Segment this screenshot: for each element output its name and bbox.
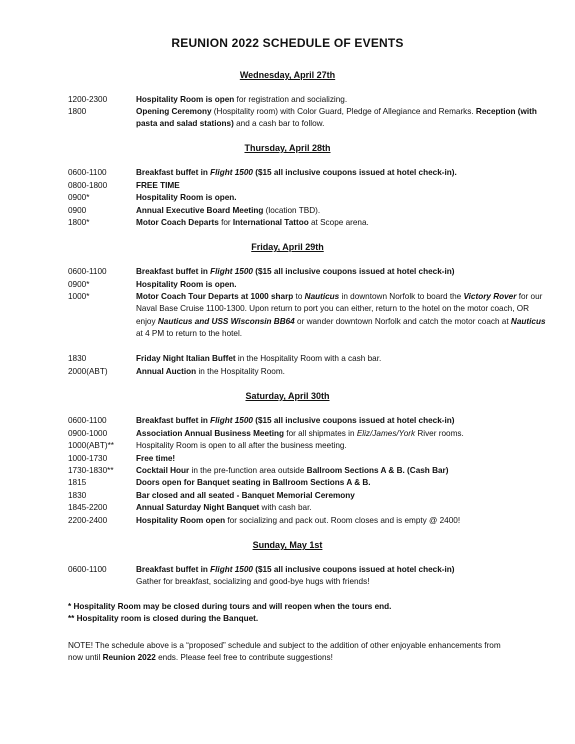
event-text-segment: Flight 1500 [210,565,253,574]
event-text-segment: or wander downtown Norfolk and catch the motor coach at [294,316,511,326]
event-text-segment: Breakfast buffet in [136,267,211,276]
event-text-segment: FREE TIME [136,181,180,190]
event-text-segment: ($15 all inclusive coupons issued at hotel check-in) [252,565,455,574]
event-description [136,415,548,427]
event-text-segment: for our Naval Base Cruise 1100-1300. Upon return to port you can either, return to the hotel on the motor coach, OR enjoy [136,292,543,326]
event-time: 0900-1000 [68,429,108,438]
event-time: 1800 [68,107,87,116]
event-text-segment: for [218,218,233,227]
event-time: 1730-1830** [68,466,114,475]
event-description [136,192,548,204]
event-text-segment: Hospitality Room is open [136,95,235,104]
event-text-segment: Bar closed and all seated - Banquet Memorial Ceremony [136,491,355,500]
closing-note-reunion: Reunion 2022 [102,653,156,663]
event-text-segment: Hospitality Room is open. [136,193,237,202]
event-description [136,94,548,106]
event-text-segment: Friday Night Italian Buffet [136,354,236,363]
event-text-segment: with cash bar. [259,503,312,512]
event-text-segment: Breakfast buffet in [136,565,211,574]
day-heading-thursday: Thursday, April 28th [244,143,331,153]
event-time: 0600-1100 [68,565,107,574]
event-text-segment: River rooms. [415,429,464,438]
event-time: 2200-2400 [68,516,108,525]
event-text-segment: ($15 all inclusive coupons issued at hotel check-in) [252,416,455,425]
page-title: REUNION 2022 SCHEDULE OF EVENTS [171,36,404,50]
closing-note-text: NOTE! The schedule above is a “proposed” schedule and subject to the addition of other enjoyable enhancements from now until [68,641,501,663]
event-text-segment: (location TBD). [263,206,321,215]
event-description [136,106,548,131]
event-text-segment: Ballroom Sections A & B. (Cash Bar) [306,466,449,475]
footnote-banquet: ** Hospitality room is closed during the Banquet. [68,614,259,623]
day-heading-wednesday: Wednesday, April 27th [239,70,336,80]
event-text-segment: Cocktail Hour [136,466,190,475]
event-time: 0900* [68,280,90,289]
event-description [136,291,548,341]
event-description [136,279,548,291]
event-text-segment: for socializing and pack out. Room closes and is empty @ 2400! [225,516,461,525]
event-time: 0600-1100 [68,168,107,177]
event-text-segment: Motor Coach Departs [136,218,219,227]
event-time: 0800-1800 [68,181,108,190]
event-text-segment: Breakfast buffet in [136,168,211,177]
event-description [136,428,548,440]
day-heading-sunday: Sunday, May 1st [252,540,323,550]
event-time: 0600-1100 [68,267,107,276]
event-text-segment: Flight 1500 [210,416,253,425]
event-description [136,564,548,589]
event-description [136,502,548,514]
day-heading-saturday: Saturday, April 30th [245,391,330,401]
event-text-segment: Hospitality Room is open. [136,280,237,289]
event-time: 0900 [68,206,87,215]
event-description [136,205,548,217]
event-time: 1800* [68,218,90,227]
event-description [136,180,548,192]
event-description [136,515,548,527]
event-text-segment: in the Hospitality Room with a cash bar. [235,354,382,363]
event-text-segment: Association Annual Business Meeting [136,429,285,438]
event-text-segment: Hospitality Room is open to all after the business meeting. [136,441,347,450]
event-time: 1200-2300 [68,95,108,104]
event-text-segment: Doors open for Banquet seating in Ballroom Sections A & B. [136,478,371,487]
event-text-segment: for all shipmates in [284,429,357,438]
event-text-segment: Free time! [136,454,176,463]
event-text-segment: ($15 all inclusive coupons issued at hotel check-in) [252,267,455,276]
closing-note-tail: ends. Please feel free to contribute suggestions! [155,653,333,663]
event-time: 0600-1100 [68,416,107,425]
event-text-segment: Eliz/James/York [356,429,416,438]
event-text-segment: in the pre-function area outside [189,466,307,475]
event-text-segment: for registration and socializing. [234,95,348,104]
event-text-segment: to [293,292,305,301]
event-description [136,167,548,179]
event-time: 1830 [68,354,87,363]
event-description [136,440,548,452]
event-text-segment: Gather for breakfast, socializing and good-bye hugs with friends! [136,577,370,587]
event-text-segment: (Hospitality room) with Color Guard, Pledge of Allegiance and Remarks. [211,107,476,116]
event-text-segment: Hospitality Room open [136,516,226,525]
event-description [136,490,548,502]
event-text-segment: Flight 1500 [210,168,253,177]
event-text-segment: and a cash bar to follow. [233,119,325,129]
event-text-segment: at 4 PM to return to the hotel. [136,329,243,339]
event-text-segment: in downtown Norfolk to board the [339,292,464,301]
event-description [136,366,548,378]
event-description [136,353,548,365]
event-time: 1815 [68,478,87,487]
event-time: 1000-1730 [68,454,108,463]
event-text-segment: Motor Coach Tour Departs at 1000 sharp [136,292,294,301]
event-text-segment: in the Hospitality Room. [196,367,285,376]
event-text-segment: Opening Ceremony [136,107,212,116]
event-text-segment: Nauticus [510,316,546,326]
event-text-segment: Breakfast buffet in [136,416,211,425]
closing-note [68,640,508,665]
event-time: 2000(ABT) [68,367,108,376]
event-text-segment: Annual Auction [136,367,197,376]
event-time: 0900* [68,193,90,202]
event-description [136,465,548,477]
event-time: 1830 [68,491,87,500]
event-text-segment: Victory Rover [463,292,517,301]
event-text-segment: Annual Executive Board Meeting [136,206,264,215]
event-text-segment: at Scope arena. [308,218,369,227]
event-description [136,453,548,465]
event-text-segment: Reception (with pasta and salad stations) [136,107,537,129]
event-text-segment: Flight 1500 [210,267,253,276]
event-text-segment: International Tattoo [232,218,309,227]
event-time: 1000* [68,292,90,301]
event-text-segment: Nauticus and USS Wisconsin BB64 [157,316,295,326]
event-time: 1845-2200 [68,503,108,512]
event-description [136,266,548,278]
footnote-tours: * Hospitality Room may be closed during tours and will reopen when the tours end. [68,602,392,611]
day-heading-friday: Friday, April 29th [251,242,324,252]
event-text-segment: Nauticus [304,292,340,301]
event-time: 1000(ABT)** [68,441,114,450]
event-text-segment: ($15 all inclusive coupons issued at hotel check-in). [252,168,457,177]
event-description [136,477,548,489]
event-text-segment: Annual Saturday Night Banquet [136,503,260,512]
event-description [136,217,548,229]
